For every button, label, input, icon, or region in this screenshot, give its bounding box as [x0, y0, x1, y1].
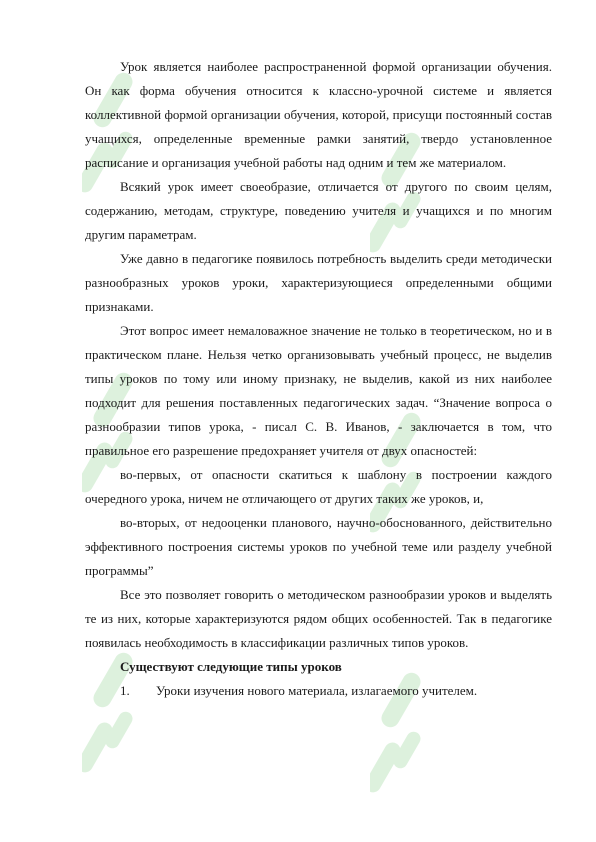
paragraph: Уже давно в педагогике появилось потребность выделить среди методически разнообразных уроков уроки, характеризующиеся определенными общими признаками. [85, 251, 552, 314]
paragraph: Урок является наиболее распространенной формой организации обучения. Он как форма обучения относится к классно-урочной системе и является коллективной формой организации обучения, которой, присущи постоянный состав учащихся, определенные временные рамки занятий, твердо установленное расписание и организация учебной работы над одним и тем же материалом. [85, 59, 552, 170]
paragraph: Всякий урок имеет своеобразие, отличается от другого по своим целям, содержанию, методам, структуре, поведению учителя и учащихся и по многим другим параметрам. [85, 179, 552, 242]
paragraph: Этот вопрос имеет немаловажное значение не только в теоретическом, но и в практическом плане. Нельзя четко организовывать учебный процесс, не выделив типы уроков по тому или иному признаку, не выделив, какой из них наиболее подходит для решения поставленных педагогических задач. “Значение вопроса о разнообразии типов урока, - писал С. В. Иванов, - заключается в том, что правильное его разрешение предохраняет учителя от двух опасностей: [85, 323, 552, 458]
paragraph: во-вторых, от недооценки планового, научно-обоснованного, действительно эффективного построения системы уроков по учебной теме или разделу учебной программы” [85, 515, 552, 578]
list-item-number: 1. [120, 683, 130, 698]
paragraph: Все это позволяет говорить о методическом разнообразии уроков и выделять те из них, которые характеризуются рядом общих особенностей. Так в педагогике появилась необходимость в классификации различных типов уроков. [85, 587, 552, 650]
section-heading: Существуют следующие типы уроков [120, 659, 342, 674]
list-item-text: Уроки изучения нового материала, излагаемого учителем. [156, 683, 478, 698]
list-item [85, 679, 552, 703]
paragraph: во-первых, от опасности скатиться к шаблону в построении каждого очередного урока, ничем не отличающего от других таких же уроков, и, [85, 467, 552, 506]
document-body [85, 55, 552, 703]
